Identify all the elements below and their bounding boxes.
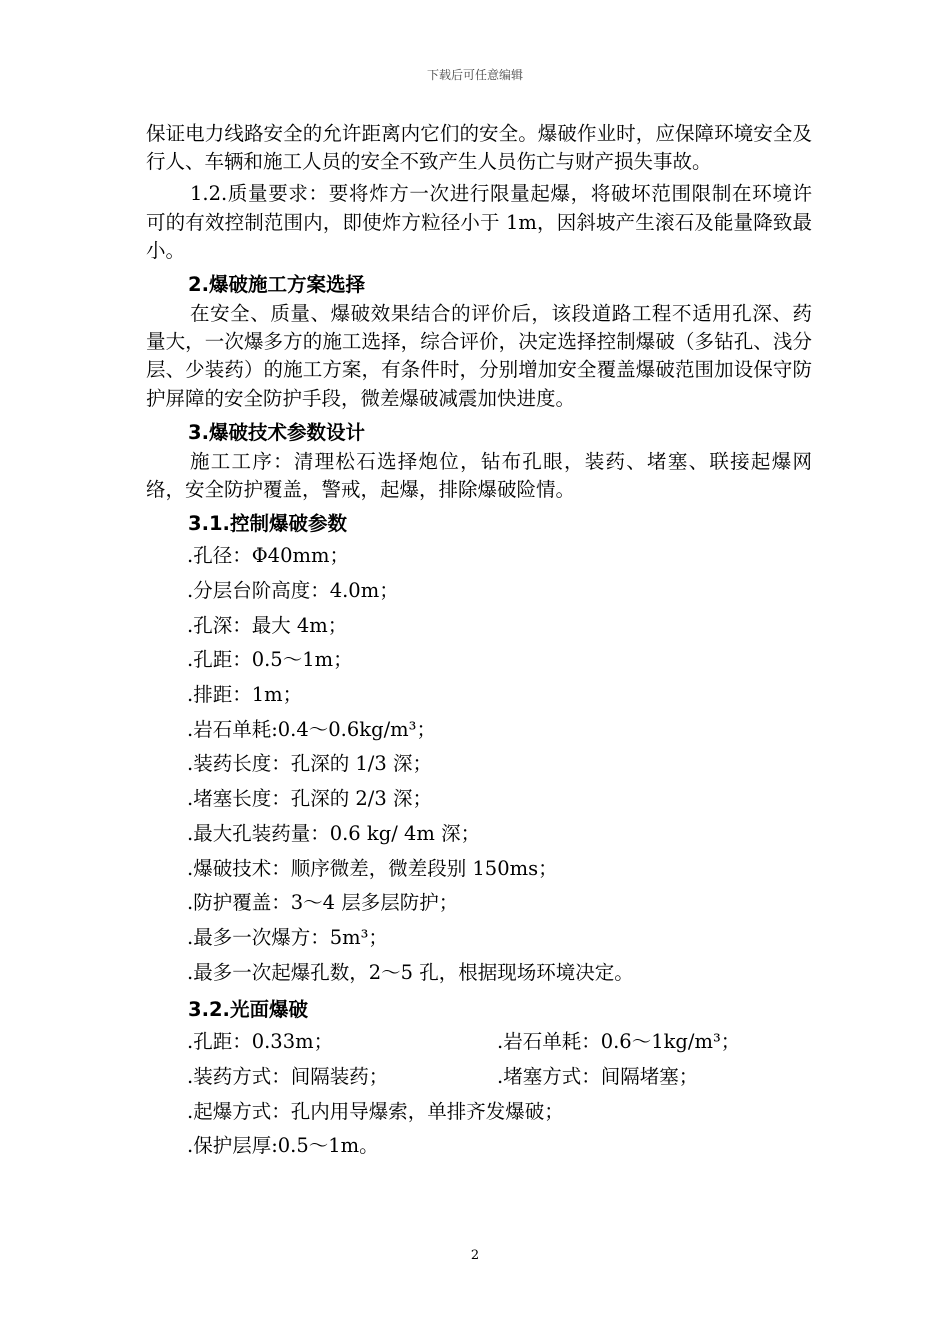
param-charge-length: .装药长度：孔深的 1/3 深； (187, 752, 432, 776)
document-body (146, 120, 812, 1164)
smooth-param-row-1 (146, 1025, 812, 1060)
smooth-param-initiation-method: .起爆方式：孔内用导爆索，单排齐发爆破； (187, 1099, 564, 1123)
param-blasting-technique: .爆破技术：顺序微差，微差段别 150ms； (187, 856, 558, 880)
param-rock-unit-consumption: .岩石单耗:0.4～0.6kg/m³； (187, 717, 436, 741)
param-hole-spacing: .孔距：0.5～1m； (187, 648, 353, 672)
paragraph-safety-continued: 保证电力线路安全的允许距离内它们的安全。爆破作业时，应保障环境安全及行人、车辆和施工人员的安全不致产生人员伤亡与财产损失事故。 (146, 122, 812, 174)
smooth-param-hole-spacing: .孔距：0.33m； (187, 1030, 334, 1054)
heading-controlled-blasting-params: 3.1.控制爆破参数 (188, 512, 347, 536)
heading-smooth-blasting: 3.2.光面爆破 (188, 998, 308, 1022)
param-max-blast-volume: .最多一次爆方：5m³； (187, 925, 388, 949)
smooth-param-rock-unit-consumption: .岩石单耗：0.6～1kg/m³； (497, 1030, 741, 1054)
param-bench-height: .分层台阶高度：4.0m； (187, 578, 399, 602)
smooth-param-charge-method: .装药方式：间隔装药； (187, 1065, 389, 1089)
heading-blasting-plan: 2.爆破施工方案选择 (188, 273, 365, 297)
page-number: 2 (470, 1248, 480, 1263)
heading-technical-parameters: 3.爆破技术参数设计 (188, 420, 365, 444)
smooth-param-stemming-method: .堵塞方式：间隔堵塞； (497, 1065, 699, 1089)
paragraph-blasting-plan: 在安全、质量、爆破效果结合的评价后，该段道路工程不适用孔深、药量大，一次爆多方的施工选择，综合评价，决定选择控制爆破（多钻孔、浅分层、少装药）的施工方案，有条件时，分别增加安全覆盖爆破范围加设保守防护屏障的安全防护手段，微差爆破减震加快进度。 (146, 302, 812, 410)
param-stemming-length: .堵塞长度：孔深的 2/3 深； (187, 787, 432, 811)
param-max-charge: .最大孔装药量：0.6 kg/ 4m 深； (187, 821, 481, 845)
param-max-holes-per-blast: .最多一次起爆孔数，2～5 孔，根据现场环境决定。 (187, 960, 634, 984)
paragraph-construction-procedure: 施工工序：清理松石选择炮位，钻布孔眼，装药、堵塞、联接起爆网络，安全防护覆盖，警戒，起爆，排除爆破险情。 (146, 449, 812, 502)
paragraph-quality-requirement: 1.2.质量要求：要将炸方一次进行限量起爆，将破坏范围限制在环境许可的有效控制范围内，即使炸方粒径小于 1m，因斜坡产生滚石及能量降致最小。 (146, 182, 812, 262)
param-protective-cover: .防护覆盖：3～4 层多层防护； (187, 891, 459, 915)
page-header: 下载后可任意编辑 (426, 68, 523, 82)
param-hole-depth: .孔深：最大 4m； (187, 613, 348, 637)
param-hole-diameter: .孔径：Φ40mm； (187, 544, 349, 568)
smooth-param-protective-layer: .保护层厚:0.5～1m。 (187, 1134, 379, 1158)
param-row-spacing: .排距：1m； (187, 683, 303, 707)
smooth-param-row-2 (146, 1060, 812, 1095)
